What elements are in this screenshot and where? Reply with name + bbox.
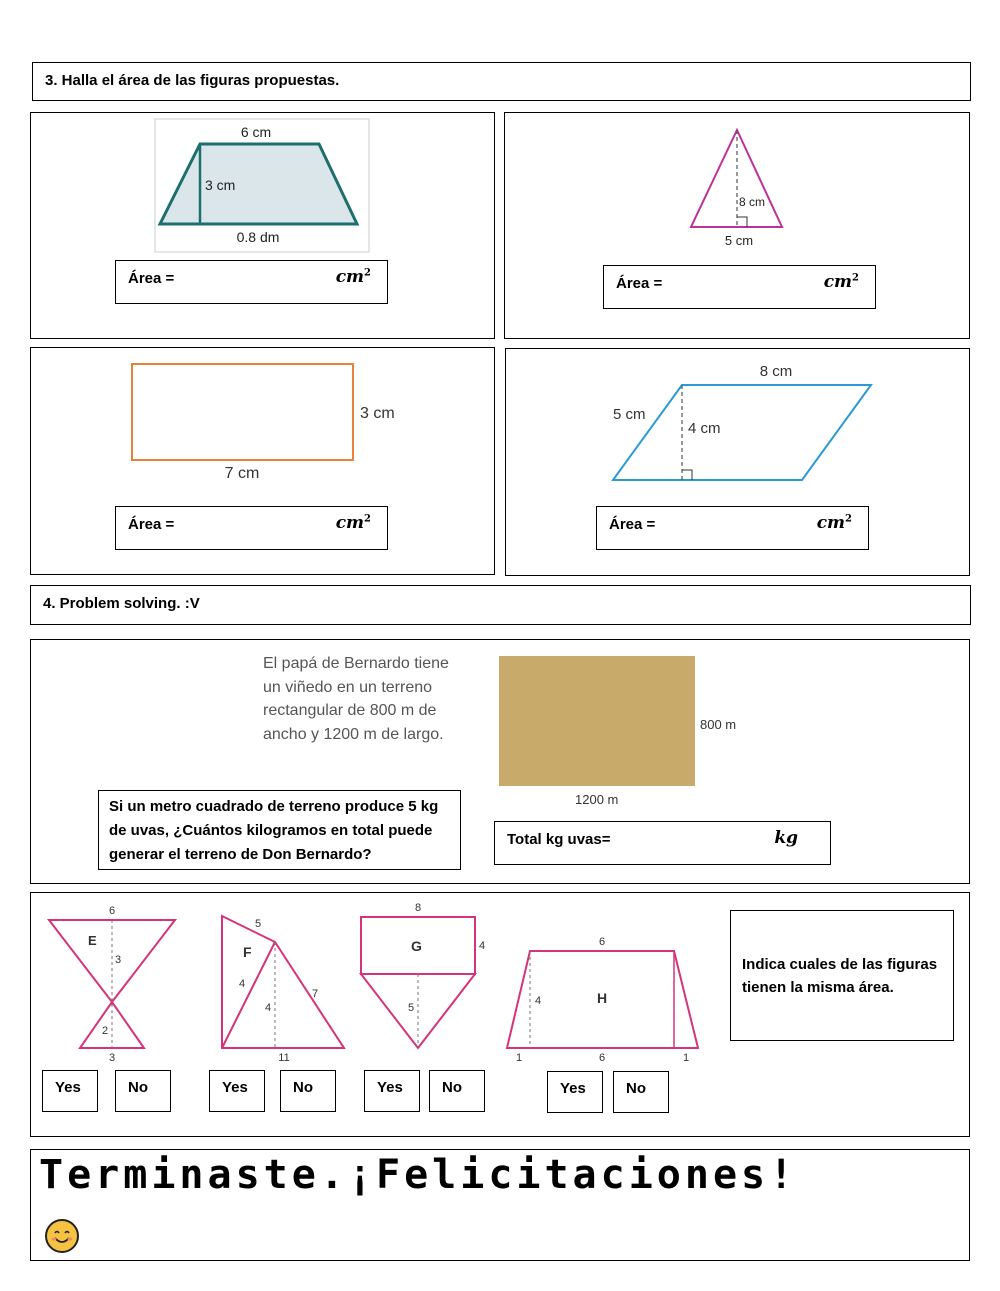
tri-base-label: 5 cm <box>724 233 754 248</box>
rect-height-label: 3 cm <box>360 405 395 422</box>
unit-label: $cm^2$ <box>823 272 859 292</box>
svg-text:6: 6 <box>108 905 116 917</box>
section4-title: 4. Problem solving. :V <box>43 595 200 612</box>
answer-box-rectangle[interactable] <box>115 506 388 550</box>
panel-trapezoid <box>30 112 495 339</box>
svg-text:4: 4 <box>239 978 246 990</box>
panel-footer <box>30 1149 970 1261</box>
svg-text:5: 5 <box>408 1002 415 1014</box>
question-line: de uvas, ¿Cuántos kilogramos en total puede <box>109 822 433 839</box>
svg-text:3: 3 <box>115 954 122 966</box>
vineyard-field <box>499 656 695 786</box>
yes-button-e[interactable]: Yes <box>42 1070 98 1112</box>
svg-text:1: 1 <box>515 1052 523 1064</box>
problem-line: un viñedo en un terreno <box>263 678 433 696</box>
svg-text:6: 6 <box>598 936 606 948</box>
smiling-face-icon <box>45 1219 79 1253</box>
svg-text:8: 8 <box>414 902 422 914</box>
svg-text:11: 11 <box>278 1052 290 1064</box>
unit-label: $cm^2$ <box>816 513 852 533</box>
trap-height-label: 3 cm <box>205 177 236 193</box>
yes-button-g[interactable]: Yes <box>364 1070 420 1112</box>
panel-problem <box>30 639 970 884</box>
figure-e <box>49 905 175 1064</box>
answer-box-triangle[interactable] <box>603 265 876 309</box>
svg-text:4: 4 <box>479 940 486 952</box>
no-button-g[interactable]: No <box>429 1070 485 1112</box>
panel-same-area <box>30 892 970 1137</box>
yes-button-h[interactable]: Yes <box>547 1071 603 1113</box>
svg-text:G: G <box>411 938 422 954</box>
total-unit: kg <box>774 828 798 848</box>
area-label: Área = <box>616 275 663 292</box>
section3-header <box>32 62 971 101</box>
congrats-message: Terminaste.¡Felicitaciones! <box>39 1152 798 1198</box>
section3-title: 3. Halla el área de las figuras propuestas. <box>45 72 340 89</box>
problem-text <box>263 652 449 746</box>
unit-label: $cm^2$ <box>335 267 371 287</box>
svg-text:5: 5 <box>255 918 262 930</box>
rect-width-label: 7 cm <box>224 465 260 482</box>
yes-button-f[interactable]: Yes <box>209 1070 265 1112</box>
area-label: Área = <box>128 270 175 287</box>
para-top-label: 8 cm <box>759 363 793 380</box>
question-box <box>98 790 461 870</box>
field-height-label: 800 m <box>700 717 737 732</box>
problem-line: El papá de Bernardo tiene <box>263 655 449 672</box>
question-line: Si un metro cuadrado de terreno produce 5 kg <box>109 798 439 815</box>
figure-h <box>507 936 698 1064</box>
answer-box-trapezoid[interactable] <box>115 260 388 304</box>
svg-text:4: 4 <box>265 1002 272 1014</box>
area-label: Área = <box>609 516 656 533</box>
trap-bottom-label: 0.8 dm <box>236 229 280 245</box>
no-button-h[interactable]: No <box>613 1071 669 1113</box>
tri-height-label: 8 cm <box>739 195 766 209</box>
trapezoid-figure <box>31 113 496 340</box>
section4-header <box>30 585 971 625</box>
figure-g <box>361 902 485 1048</box>
no-button-e[interactable]: No <box>115 1070 171 1112</box>
panel-rectangle <box>30 347 495 575</box>
svg-text:H: H <box>597 990 608 1006</box>
svg-text:1: 1 <box>682 1052 690 1064</box>
area-label: Área = <box>128 516 175 533</box>
svg-text:2: 2 <box>102 1025 109 1037</box>
no-button-f[interactable]: No <box>280 1070 336 1112</box>
trap-top-label: 6 cm <box>240 124 272 140</box>
para-side-label: 5 cm <box>613 406 646 423</box>
question-line: generar el terreno de Don Bernardo? <box>109 846 372 863</box>
para-height-label: 4 cm <box>688 420 721 437</box>
answer-box-parallelogram[interactable] <box>596 506 869 550</box>
instruction-line: tienen la misma área. <box>742 979 894 996</box>
instruction-box <box>730 910 954 1041</box>
svg-text:4: 4 <box>535 995 542 1007</box>
svg-text:E: E <box>88 933 97 948</box>
figure-f <box>222 916 344 1064</box>
panel-parallelogram <box>505 348 970 576</box>
svg-text:3: 3 <box>108 1052 116 1064</box>
unit-label: $cm^2$ <box>335 513 371 533</box>
panel-triangle <box>504 112 970 339</box>
svg-text:7: 7 <box>312 988 319 1000</box>
answer-box-total[interactable] <box>494 821 831 865</box>
problem-line: ancho y 1200 m de largo. <box>263 725 444 743</box>
problem-line: rectangular de 800 m de <box>263 702 437 719</box>
svg-text:F: F <box>243 944 252 960</box>
instruction-line: Indica cuales de las figuras <box>742 956 938 973</box>
field-width-label: 1200 m <box>575 792 619 807</box>
svg-text:6: 6 <box>598 1052 606 1064</box>
total-label: Total kg uvas= <box>507 831 611 848</box>
